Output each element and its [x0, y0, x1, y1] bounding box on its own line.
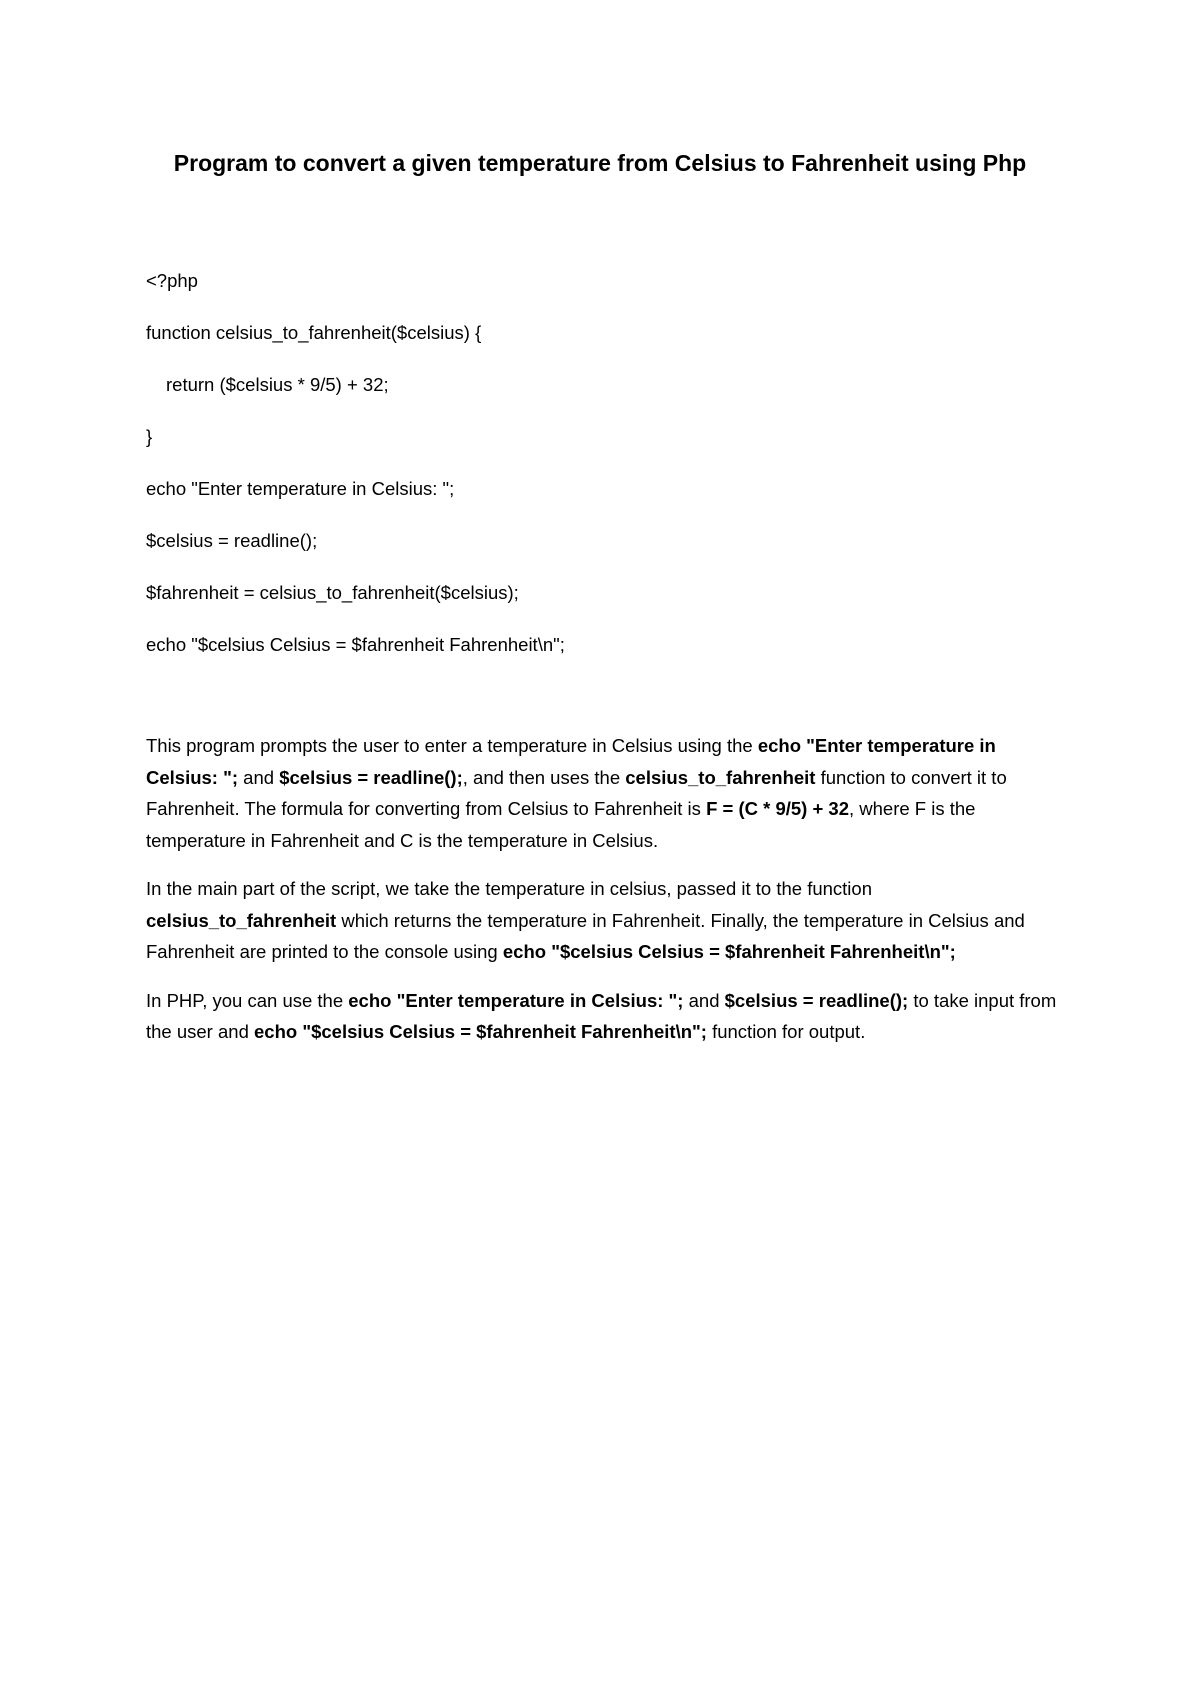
code-line: return ($celsius * 9/5) + 32; [166, 374, 389, 395]
inline-code-prompt: echo "Enter temperature in Celsius: "; [146, 735, 996, 788]
paragraph-text: to take input from the user and [146, 989, 1057, 1042]
inline-code-function-name: celsius_to_fahrenheit [625, 766, 816, 788]
code-line: echo "Enter temperature in Celsius: "; [146, 478, 455, 499]
paragraph-text: and [238, 766, 280, 788]
inline-code-readline: $celsius = readline(); [279, 766, 463, 788]
inline-code-prompt: echo "Enter temperature in Celsius: "; [348, 989, 684, 1011]
inline-code-function-name: celsius_to_fahrenheit [146, 909, 337, 931]
paragraph-text: function to convert it to Fahrenheit. The formula for converting from Celsius to Fahrenheit is [146, 766, 1007, 819]
document-title: Program to convert a given temperature from Celsius to Fahrenheit using Php [173, 150, 1027, 176]
inline-code-readline: $celsius = readline(); [724, 989, 909, 1011]
paragraph-text: In the main part of the script, we take the temperature in celsius, passed it to the function [146, 878, 872, 899]
code-block [146, 266, 1046, 682]
paragraph-text: and [683, 989, 725, 1011]
inline-code-output: echo "$celsius Celsius = $fahrenheit Fahrenheit\n"; [254, 1021, 707, 1042]
paragraph-text: In PHP, you can use the [146, 989, 349, 1011]
explanation-paragraph-3 [146, 985, 1066, 1048]
code-line: $fahrenheit = celsius_to_fahrenheit($celsius); [146, 582, 519, 603]
code-line: echo "$celsius Celsius = $fahrenheit Fahrenheit\n"; [146, 634, 565, 655]
code-line: } [146, 426, 153, 447]
paragraph-text: , where F is the temperature in Fahrenheit and C is the temperature in Celsius. [146, 798, 976, 851]
inline-code-output: echo "$celsius Celsius = $fahrenheit Fahrenheit\n"; [502, 941, 956, 962]
code-line: function celsius_to_fahrenheit($celsius) { [146, 322, 482, 343]
explanation-paragraph-2 [146, 873, 1066, 968]
code-line: $celsius = readline(); [146, 530, 318, 551]
explanation-section [146, 730, 1066, 1065]
paragraph-text: function for output. [706, 1021, 866, 1042]
paragraph-text: This program prompts the user to enter a temperature in Celsius using the [146, 735, 758, 756]
formula: F = (C * 9/5) + 32 [706, 798, 849, 819]
paragraph-text: which returns the temperature in Fahrenheit. Finally, the temperature in Celsius and Fahrenheit are printed to the console using [146, 909, 1025, 962]
explanation-paragraph-1 [146, 730, 1066, 856]
paragraph-text: , and then uses the [462, 766, 626, 788]
code-line: <?php [146, 270, 198, 291]
